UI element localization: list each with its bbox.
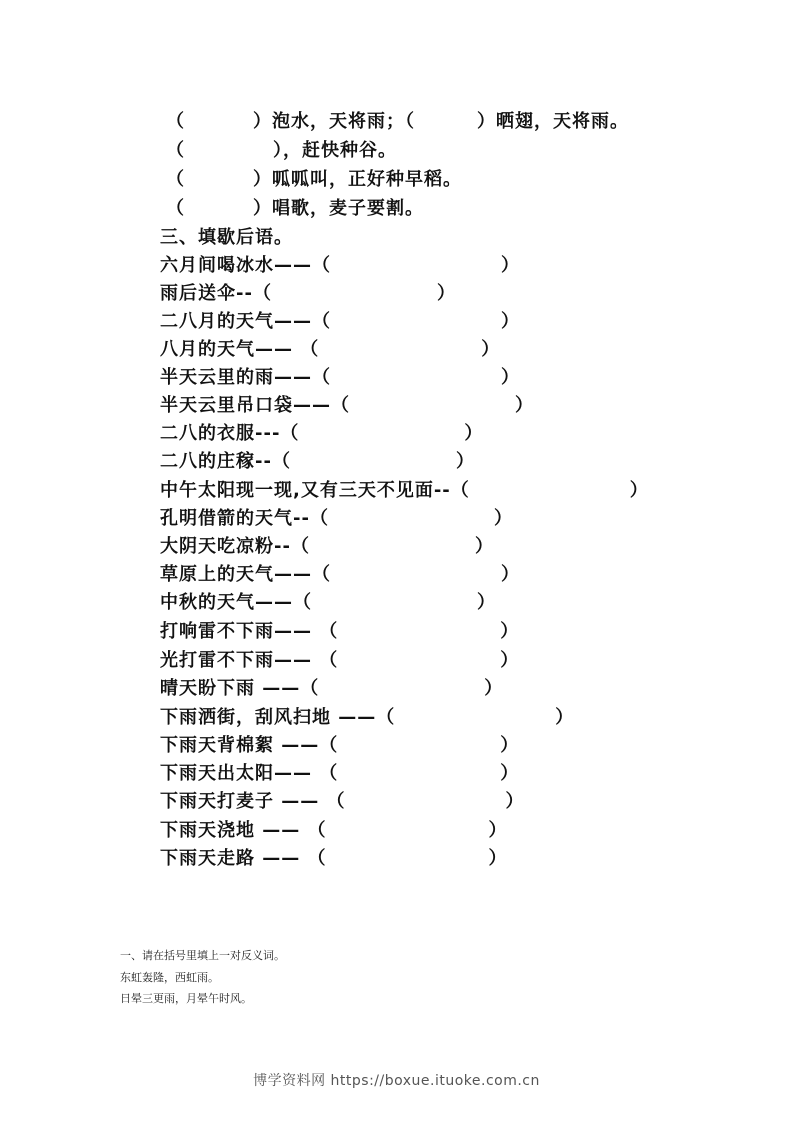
proverb-line-3-part-a: （ bbox=[166, 169, 185, 190]
proverb-line-1 bbox=[166, 108, 629, 136]
close-paren: ） bbox=[515, 395, 534, 416]
xiehouyu-prompt: 晴天盼下雨 ——（ bbox=[160, 678, 320, 699]
proverb-line-4 bbox=[166, 195, 424, 223]
footer-watermark: 博学资料网 https://boxue.ituoke.com.cn bbox=[253, 1073, 540, 1089]
xiehouyu-prompt: 二八月的天气——（ bbox=[160, 311, 331, 332]
close-paren: ） bbox=[505, 791, 525, 812]
xiehouyu-prompt: 二八的衣服---（ bbox=[160, 423, 300, 444]
section-title: 三、填歇后语。 bbox=[160, 227, 293, 248]
close-paren: ） bbox=[481, 339, 501, 360]
close-paren: ） bbox=[464, 423, 484, 444]
close-paren: ） bbox=[629, 480, 649, 501]
note-line: 一、请在括号里填上一对反义词。 bbox=[120, 949, 285, 962]
close-paren: ） bbox=[493, 508, 513, 529]
xiehouyu-prompt: 草原上的天气——（ bbox=[160, 564, 331, 585]
xiehouyu-line bbox=[160, 477, 649, 505]
close-paren: ） bbox=[555, 707, 575, 728]
proverb-line-1-part-c: ）晒翅，天将雨。 bbox=[477, 111, 629, 132]
close-paren: ） bbox=[501, 311, 520, 332]
xiehouyu-prompt: 下雨天打麦子 —— （ bbox=[160, 791, 346, 812]
xiehouyu-line bbox=[160, 675, 503, 703]
proverb-line-2-part-a: （ bbox=[166, 140, 185, 161]
close-paren: ） bbox=[500, 621, 520, 642]
close-paren: ） bbox=[501, 367, 520, 388]
xiehouyu-prompt: 二八的庄稼--（ bbox=[160, 451, 291, 472]
xiehouyu-prompt: 半天云里的雨——（ bbox=[160, 367, 331, 388]
xiehouyu-line bbox=[160, 448, 475, 476]
xiehouyu-prompt: 中午太阳现一现,又有三天不见面--（ bbox=[160, 480, 470, 501]
xiehouyu-prompt: 中秋的天气——（ bbox=[160, 592, 312, 613]
xiehouyu-line bbox=[160, 308, 520, 336]
close-paren: ） bbox=[455, 451, 475, 472]
xiehouyu-line bbox=[160, 392, 534, 420]
xiehouyu-prompt: 下雨天浇地 —— （ bbox=[160, 820, 327, 841]
proverb-line-4-part-b: ）唱歌，麦子要割。 bbox=[253, 198, 424, 219]
xiehouyu-line bbox=[160, 817, 508, 845]
close-paren: ） bbox=[474, 536, 494, 557]
proverb-line-1-part-b: ）泡水，天将雨；（ bbox=[253, 111, 415, 132]
proverb-line-4-part-a: （ bbox=[166, 198, 185, 219]
xiehouyu-line bbox=[160, 364, 520, 392]
xiehouyu-line bbox=[160, 420, 483, 448]
xiehouyu-prompt: 八月的天气—— （ bbox=[160, 339, 320, 360]
xiehouyu-line bbox=[160, 533, 494, 561]
xiehouyu-prompt: 孔明借箭的天气--（ bbox=[160, 508, 329, 529]
xiehouyu-line bbox=[160, 760, 519, 788]
xiehouyu-line bbox=[160, 845, 508, 873]
xiehouyu-prompt: 下雨洒街，刮风扫地 ——（ bbox=[160, 707, 396, 728]
close-paren: ） bbox=[477, 592, 496, 613]
xiehouyu-line bbox=[160, 788, 525, 816]
xiehouyu-line bbox=[160, 336, 500, 364]
xiehouyu-line bbox=[160, 280, 456, 308]
xiehouyu-line bbox=[160, 561, 520, 589]
xiehouyu-line bbox=[160, 704, 574, 732]
proverb-line-3-part-b: ）呱呱叫，正好种早稻。 bbox=[253, 169, 462, 190]
proverb-line-3 bbox=[166, 166, 462, 194]
close-paren: ） bbox=[501, 564, 520, 585]
close-paren: ） bbox=[488, 848, 508, 869]
note-line: 日晕三更雨，月晕午时风。 bbox=[120, 992, 252, 1005]
xiehouyu-prompt: 光打雷不下雨—— （ bbox=[160, 650, 339, 671]
close-paren: ） bbox=[500, 650, 520, 671]
xiehouyu-prompt: 下雨天走路 —— （ bbox=[160, 848, 327, 869]
close-paren: ） bbox=[501, 255, 520, 276]
xiehouyu-line bbox=[160, 505, 513, 533]
xiehouyu-line bbox=[160, 732, 519, 760]
xiehouyu-prompt: 六月间喝冰水——（ bbox=[160, 255, 331, 276]
xiehouyu-prompt: 下雨天背棉絮 ——（ bbox=[160, 735, 339, 756]
proverb-line-1-part-a: （ bbox=[166, 111, 185, 132]
close-paren: ） bbox=[436, 283, 456, 304]
close-paren: ） bbox=[484, 678, 504, 699]
proverb-line-2-part-b: ），赶快种谷。 bbox=[273, 140, 397, 161]
xiehouyu-prompt: 打响雷不下雨—— （ bbox=[160, 621, 339, 642]
xiehouyu-line bbox=[160, 647, 519, 675]
xiehouyu-prompt: 下雨天出太阳—— （ bbox=[160, 763, 339, 784]
close-paren: ） bbox=[500, 763, 520, 784]
xiehouyu-prompt: 大阴天吃凉粉--（ bbox=[160, 536, 310, 557]
note-line: 东虹轰隆，西虹雨。 bbox=[120, 971, 219, 984]
xiehouyu-line bbox=[160, 252, 520, 280]
xiehouyu-prompt: 半天云里吊口袋——（ bbox=[160, 395, 350, 416]
proverb-line-2 bbox=[166, 137, 397, 165]
close-paren: ） bbox=[500, 735, 520, 756]
xiehouyu-prompt: 雨后送伞--（ bbox=[160, 283, 272, 304]
close-paren: ） bbox=[488, 820, 508, 841]
xiehouyu-line bbox=[160, 589, 496, 617]
xiehouyu-line bbox=[160, 618, 519, 646]
